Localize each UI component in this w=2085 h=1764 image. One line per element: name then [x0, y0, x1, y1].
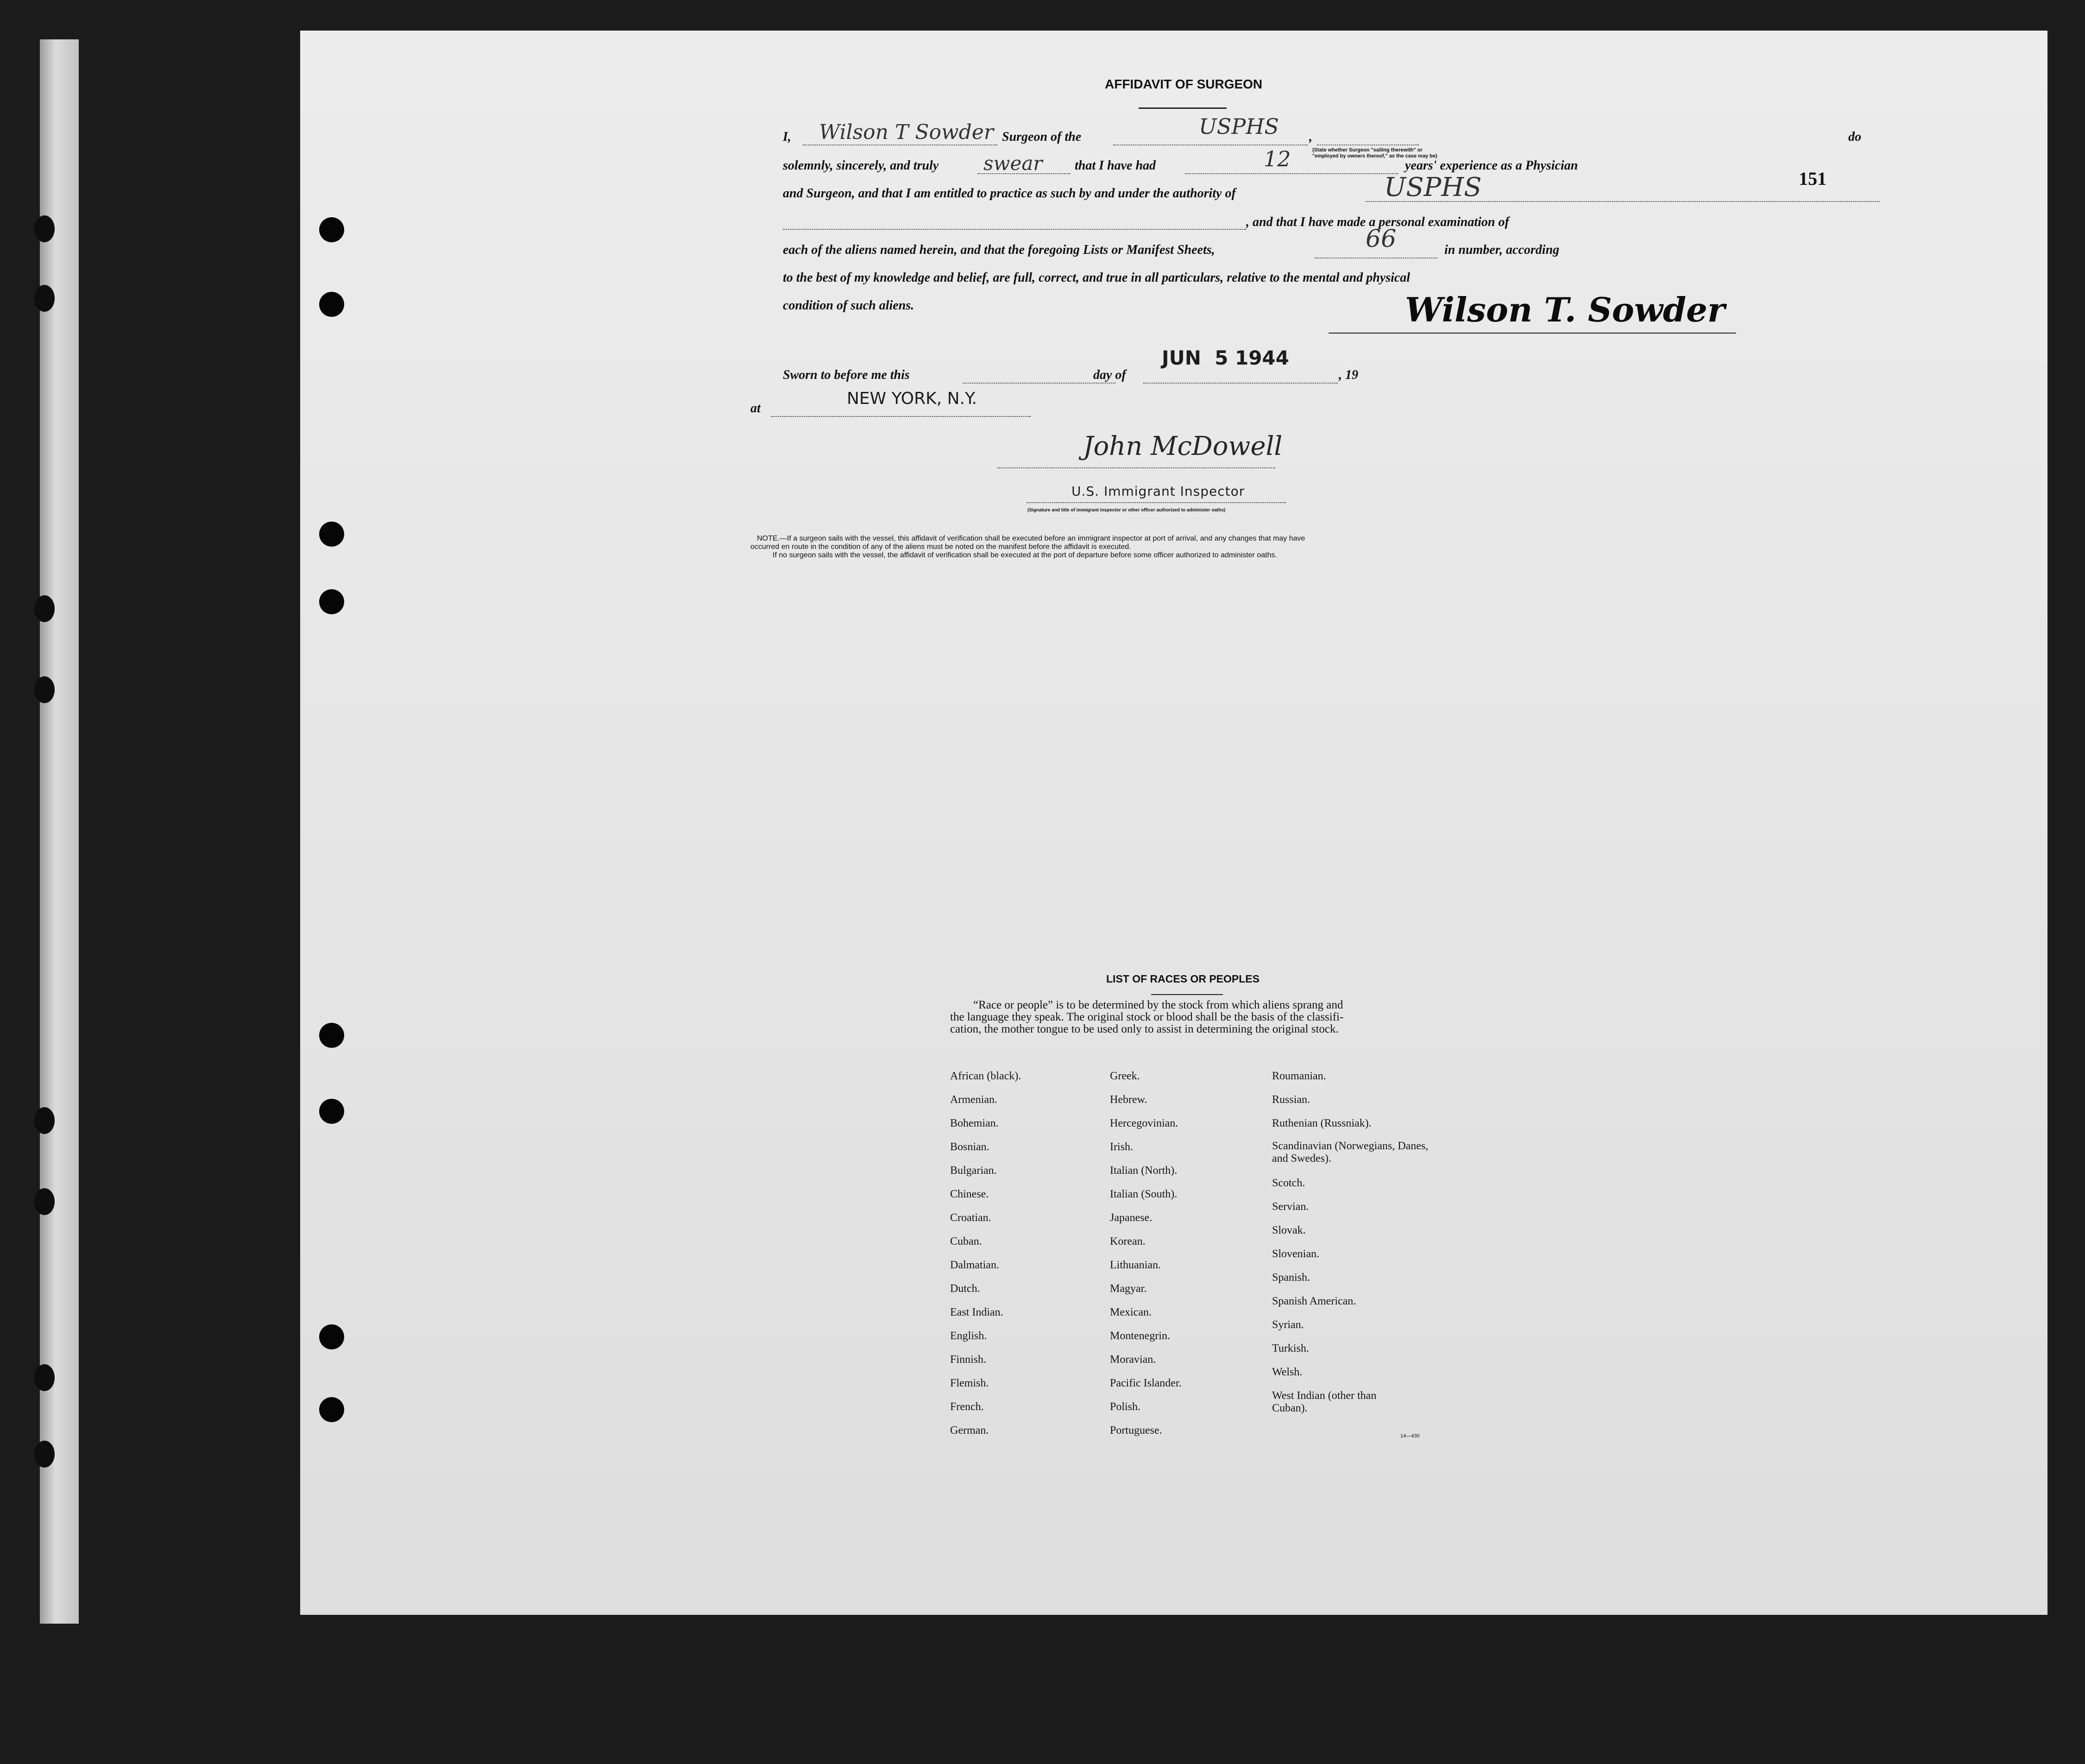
race-item: Italian (North).	[1110, 1165, 1178, 1177]
title-rule	[1139, 107, 1227, 109]
race-item: German.	[950, 1424, 989, 1436]
sworn-day-of: day of	[1093, 368, 1126, 382]
race-item: Slovenian.	[1272, 1248, 1319, 1260]
race-item: Mexican.	[1110, 1306, 1152, 1318]
surgeon-name: Wilson T Sowder	[819, 120, 994, 144]
race-item: Spanish.	[1272, 1272, 1310, 1284]
note-line2: occurred en route in the condition of any of the aliens must be noted on the manifest before the affidavit is executed.	[750, 543, 1131, 551]
punch-hole	[319, 1397, 344, 1422]
punch-hole	[319, 1023, 344, 1048]
race-item: Hebrew.	[1110, 1094, 1147, 1106]
races-title-rule	[1151, 994, 1223, 995]
races-intro-line1: “Race or people” is to be determined by the stock from which aliens sprang and	[973, 999, 1343, 1011]
race-item: Bulgarian.	[950, 1165, 997, 1177]
affidavit-line5-a: each of the aliens named herein, and that the foregoing Lists or Manifest Sheets,	[783, 243, 1215, 257]
binder-hole	[34, 1107, 55, 1134]
affidavit-line1-end: do	[1848, 130, 1861, 144]
race-item: Polish.	[1110, 1401, 1141, 1413]
race-item: Lithuanian.	[1110, 1259, 1161, 1271]
affidavit-title: AFFIDAVIT OF SURGEON	[1105, 77, 1263, 91]
inspector-title-line	[1027, 502, 1286, 503]
race-item: Russian.	[1272, 1094, 1310, 1106]
note-line1: NOTE.—If a surgeon sails with the vessel, this affidavit of verification shall be executed before an immigrant inspector at port of arrival, and any changes that may have	[757, 535, 1305, 542]
race-item: Pacific Islander.	[1110, 1377, 1182, 1389]
inspector-caption: (Signature and title of immigrant inspector or other officer authorized to administer oaths)	[1027, 508, 1226, 513]
at-label: at	[750, 401, 761, 416]
punch-hole	[319, 522, 344, 547]
binder-strip	[40, 39, 79, 1624]
affidavit-line5-b: in number, according	[1444, 243, 1560, 257]
affidavit-line2-c: years' experience as a Physician	[1405, 158, 1578, 173]
inspector-sign-line	[997, 467, 1275, 468]
binder-hole	[34, 215, 55, 242]
race-item: Moravian.	[1110, 1354, 1156, 1366]
inspector-signature: John McDowell	[1083, 431, 1283, 461]
race-item: French.	[950, 1401, 984, 1413]
place-stamp: NEW YORK, N.Y.	[847, 389, 977, 408]
punch-hole	[319, 292, 344, 317]
race-item: Irish.	[1110, 1141, 1133, 1153]
sworn-month-line	[1143, 383, 1338, 384]
page-number: 151	[1799, 168, 1827, 189]
punch-hole	[319, 217, 344, 242]
form-number: 14—430	[1400, 1433, 1420, 1439]
race-item: West Indian (other than Cuban).	[1272, 1390, 1377, 1414]
race-item: East Indian.	[950, 1306, 1003, 1318]
state-note: (State whether Surgeon "sailing therewith" or "employed by owners thereof," as the case may be)	[1312, 147, 1437, 159]
document-page	[300, 31, 2047, 1615]
race-item: Hercegovinian.	[1110, 1117, 1178, 1129]
race-item: Montenegrin.	[1110, 1330, 1170, 1342]
binder-hole	[34, 1188, 55, 1215]
punch-hole	[319, 1099, 344, 1124]
surgeon-signature: Wilson T. Sowder	[1405, 290, 1725, 329]
race-item: Roumanian.	[1272, 1070, 1326, 1082]
binder-hole	[34, 285, 55, 312]
race-item: Syrian.	[1272, 1319, 1304, 1331]
race-item: English.	[950, 1330, 987, 1342]
binder-hole	[34, 676, 55, 703]
affidavit-line7: condition of such aliens.	[783, 298, 914, 313]
race-item: Croatian.	[950, 1212, 991, 1224]
race-item: Turkish.	[1272, 1342, 1309, 1354]
race-item: Dutch.	[950, 1283, 980, 1295]
race-item: Armenian.	[950, 1094, 997, 1106]
date-stamp: JUN 5 1944	[1162, 346, 1289, 369]
affidavit-line6: to the best of my knowledge and belief, are full, correct, and true in all particulars, relative to the mental and physical	[783, 271, 1411, 285]
race-item: Scandinavian (Norwegians, Danes, and Swedes).	[1272, 1140, 1429, 1165]
race-item: Greek.	[1110, 1070, 1140, 1082]
race-item: African (black).	[950, 1070, 1021, 1082]
race-item: Magyar.	[1110, 1283, 1147, 1295]
race-item: Korean.	[1110, 1235, 1146, 1247]
authority-continued-line	[783, 229, 1246, 230]
race-item: Ruthenian (Russniak).	[1272, 1117, 1372, 1129]
oath-value: swear	[983, 152, 1043, 175]
race-item: Scotch.	[1272, 1177, 1305, 1189]
race-item: Bohemian.	[950, 1117, 999, 1129]
race-item: Dalmatian.	[950, 1259, 999, 1271]
place-field-line	[771, 416, 1031, 417]
comma: ,	[1309, 130, 1312, 144]
sheets-value: 66	[1366, 225, 1397, 253]
race-item: Japanese.	[1110, 1212, 1153, 1224]
race-item: Cuban.	[950, 1235, 982, 1247]
races-intro-line2: the language they speak. The original stock or blood shall be the basis of the classifi-	[950, 1011, 1344, 1023]
inspector-stamp: U.S. Immigrant Inspector	[1071, 484, 1245, 499]
signature-line	[1329, 333, 1736, 334]
race-item: Flemish.	[950, 1377, 989, 1389]
service-value: USPHS	[1199, 114, 1279, 139]
punch-hole	[319, 1324, 344, 1349]
affidavit-line2-b: that I have had	[1075, 158, 1156, 173]
note-line3: If no surgeon sails with the vessel, the affidavit of verification shall be executed at the port of departure before some officer authorized to administer oaths.	[773, 551, 1277, 559]
race-item: Bosnian.	[950, 1141, 989, 1153]
affidavit-line4: , and that I have made a personal examination of	[1246, 215, 1509, 229]
punch-hole	[319, 589, 344, 614]
years-field-line	[1185, 173, 1398, 174]
race-item: Finnish.	[950, 1354, 987, 1366]
affidavit-line3: and Surgeon, and that I am entitled to practice as such by and under the authority of	[783, 186, 1236, 201]
races-intro-line3: cation, the mother tongue to be used only to assist in determining the original stock.	[950, 1023, 1339, 1035]
race-item: Slovak.	[1272, 1224, 1306, 1236]
affidavit-line2-a: solemnly, sincerely, and truly	[783, 158, 939, 173]
sworn-day-line	[963, 383, 1115, 384]
years-value: 12	[1264, 146, 1291, 171]
sworn-year: , 19	[1339, 368, 1358, 382]
affidavit-line1-i: I,	[783, 130, 791, 144]
authority-value: USPHS	[1384, 172, 1482, 202]
race-item: Chinese.	[950, 1188, 989, 1200]
binder-hole	[34, 1364, 55, 1391]
race-item: Spanish American.	[1272, 1295, 1356, 1307]
sworn-label: Sworn to before me this	[783, 368, 910, 382]
race-item: Servian.	[1272, 1201, 1309, 1213]
binder-hole	[34, 595, 55, 622]
affidavit-line1-mid: Surgeon of the	[1002, 130, 1082, 144]
races-title: LIST OF RACES OR PEOPLES	[1106, 973, 1260, 985]
race-item: Welsh.	[1272, 1366, 1303, 1378]
binder-hole	[34, 1441, 55, 1468]
race-item: Italian (South).	[1110, 1188, 1178, 1200]
race-item: Portuguese.	[1110, 1424, 1162, 1436]
